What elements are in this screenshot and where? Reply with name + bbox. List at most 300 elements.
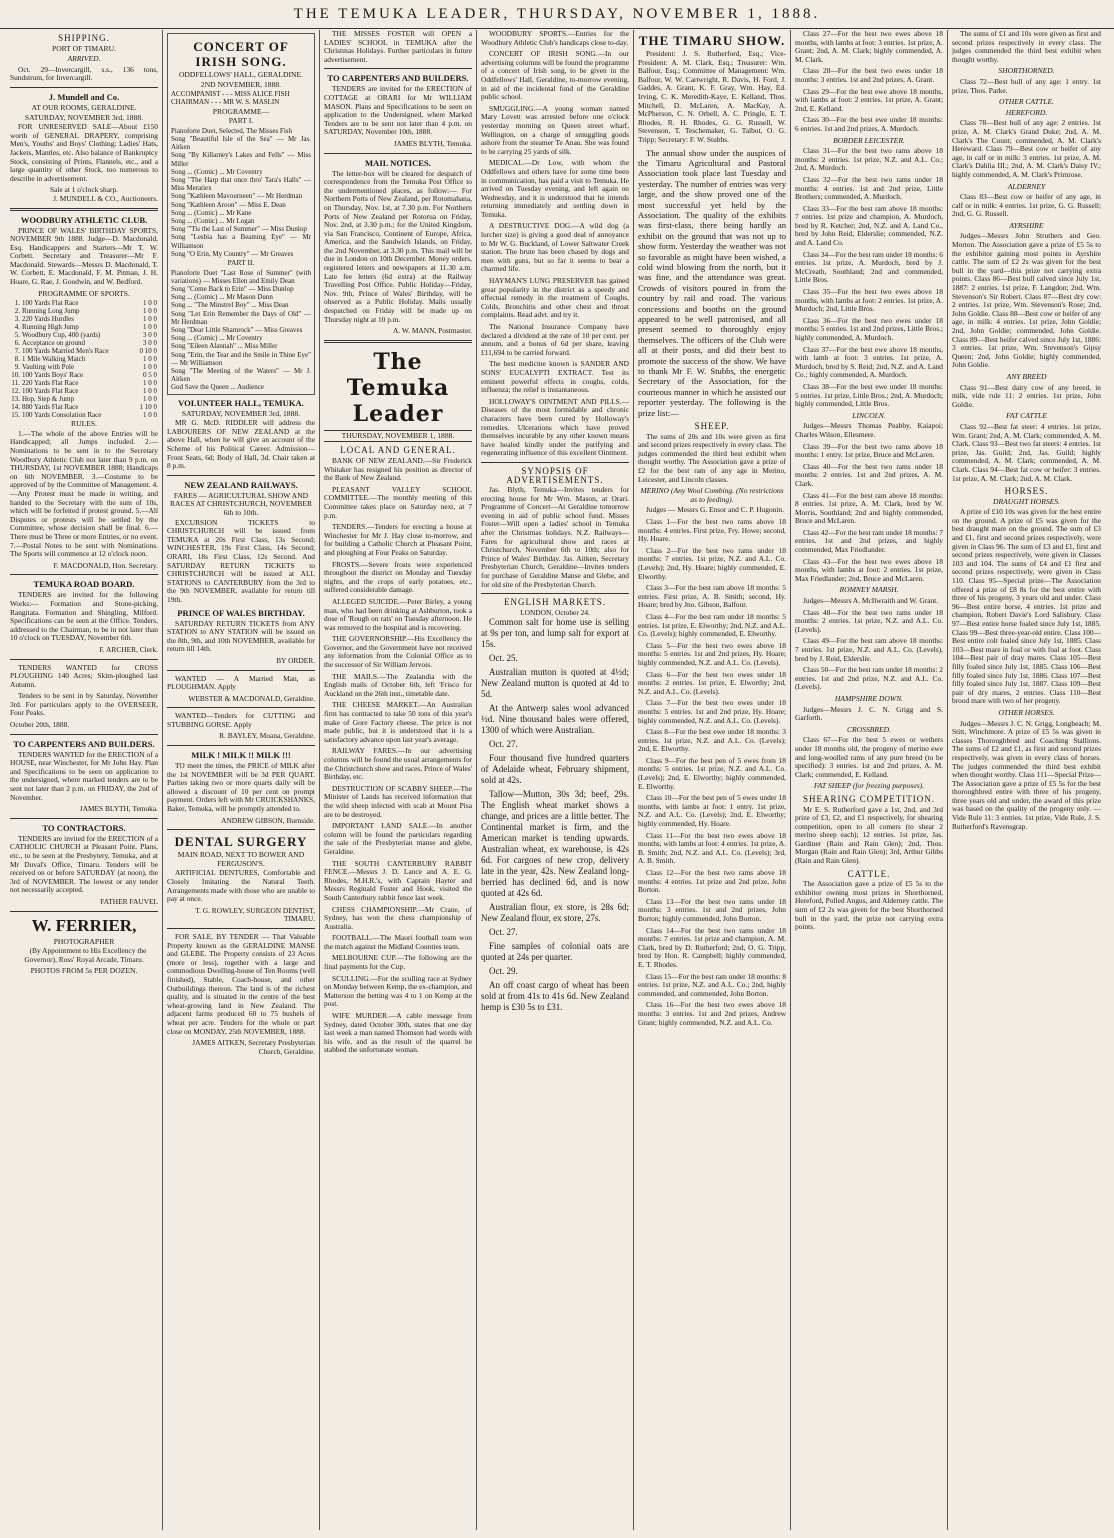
event-row <box>10 299 158 307</box>
news-paragraph: WIFE MURDER.—A cable message from Sydney, dated October 30th, states that one day last week a man named Thomson had words with his wife, and as the result of the quarrel he stabbed the unfortunate woman. <box>324 1011 472 1055</box>
rules-text: 1.—The whole of the above Entries will be Handicapped; all Jumps included. 2.—Nominations to be sent in to the Secretary Woodbury Athletic Club not later than 9 p.m. on THURSDAY, 1st NOVEMBER 1888; Handicaps on 6th NOVEMBER. 3.—Costume to be approved of by the Committee of Management. 4.—Any Protest must be made in writing, and handed to the Secretary with the sum of 10s, which will be forfeited if protest ground. 5.—All Disputes or protests will be settled by the Committee, whose decision shall be final. 6.—There must be Three or more Entries, or no event. 7.—Postal Notes to be sent with Nominations. The Sports will commence at 12 o'clock noon. <box>10 428 158 559</box>
prize-class: Class 41—For the best ram above 18 months: 8 entries. 1st prize, A. M. Clark, bred by W. Morris, Southland; 2nd and highly commended, Bruce and McLaren. <box>795 490 943 526</box>
concert-date: 2ND NOVEMBER, 1888. <box>200 79 282 89</box>
divider <box>10 574 158 575</box>
event-prize: 1 0 0 <box>143 411 157 420</box>
event-name: 100 Yards Flat Race <box>22 299 79 308</box>
prize-class: Class 50—For the best ram under 18 months: 2 entries. 1st and 2nd prize, N.Z. and A.L. Co. (Levels). <box>795 665 943 692</box>
prize-class: Class 14—For the best two rams under 18 months: 7 entries. 1st prize and champion, A. M. Clark, bred by D. Rutherford; 2nd, O. G. Tripp, bred by Hon. R. Campbell; highly commended, E. T. Rhodes. <box>638 925 786 969</box>
event-row <box>10 323 158 331</box>
prize-class: Class 13—For the best two rams under 18 months: 3 entries. 1st and 2nd prizes, John Borton; highly commended, John Borton. <box>638 896 786 923</box>
ploughman-signature: WEBSTER & MACDONALD, Geraldine. <box>188 693 315 703</box>
market-paragraph: Australian flour, ex store, is 28s 6d; New Zealand flour, ex store, 27s. <box>481 902 629 924</box>
railways-heading: NEW ZEALAND RAILWAYS. <box>184 479 298 490</box>
carpenters-signature: JAMES BLYTH, Temuka. <box>393 138 472 148</box>
prize-class: Class 4—For the best ram under 18 months: 5 entries. 1st prize, E. Elworthy; 2nd, N.Z. and A.L. Co. (Levels); highly commended, E. Elworthy. <box>638 611 786 639</box>
divider <box>481 462 629 463</box>
sheep-classes <box>795 30 943 134</box>
athletic-text: PRINCE OF WALES' BIRTHDAY SPORTS, NOVEMBER 9th 1888. Judge—D. Macdonald, Esq. Handicappers and Starters—Mr T. W. Corbett. Secretary and Treasurer—Mr F. Macdonald. Stewards—Messrs D. Macdonald, T. W. Corbett, E. Macdonald, F. M. Pitman, J. H. Hoare, G. Rae, J. Goodwin, and W. Bedford. <box>10 225 158 287</box>
builders-heading: TO CARPENTERS AND BUILDERS. <box>13 738 155 749</box>
event-row <box>10 315 158 323</box>
event-name: Acceptance on ground <box>22 339 85 348</box>
lincoln-classes <box>795 443 943 584</box>
ferrier-name: W. FERRIER, <box>31 915 137 935</box>
synopsis-text: Jas. Blyth, Temuka—Invites tenders for erecting house for Mr Wm. Mason, at Orari. Programme of Concert—At Geraldine tomorrow evening in aid of public school fund. Misses Foster—Will open a ladies' school in Temuka after the Christmas holidays. N.Z. Railways—Fares for agricultural show and races at Christchurch, November 6th to 10th; also for Prince of Wales' Birthday. Jas. Aitken, Secretary Presbyterian Church, Geraldine—Invites tenders for purchase of Geraldine Manse and Glebe, and for old site of the Presbyterian Church. <box>481 485 629 589</box>
hereford-heading: HEREFORD. <box>1005 107 1048 117</box>
market-paragraph: Australian mutton is quoted at 4½d; New Zealand mutton is quoted at 4d to 5d. <box>481 667 629 700</box>
crossbred-text: Class 67—For the best 5 ewes or wethers under 18 months old, the progeny of merino ewe and long-woolled rams of any pure breed (to be specified): 3 entries. 1st and 2nd prizes, A. M. Clark; commended, E. Kelland. <box>795 735 943 779</box>
events-table <box>10 299 158 419</box>
event-name: 220 Yards Flat Race <box>22 379 79 388</box>
event-prize: 1 0 0 <box>143 395 157 404</box>
prize-class: Class 6—For the best two ewes under 18 months: 2 entries. 1st prize, E. Elworthy; 2nd, N.Z. and A.L. Co. (Levels). <box>638 669 786 696</box>
merino-judges: Judges — Messrs G. Ensor and C. P. Hugonin. <box>646 505 784 515</box>
market-paragraph: Oct. 29. <box>489 966 518 977</box>
mundell-rooms: AT OUR ROOMS, GERALDINE. <box>31 102 137 112</box>
programme-item: God Save the Queen ... Audience <box>171 383 264 392</box>
news-paragraph: PLEASANT VALLEY SCHOOL COMMITTEE.—The monthly meeting of this Committee takes place on Saturday next, at 7 p.m. <box>324 484 472 520</box>
merino-heading: MERINO (Any Wool Combing. (No restrictions as to feeding). <box>640 486 784 504</box>
divider <box>324 153 472 154</box>
news-paragraph: THE CHEESE MARKET.—An Australian firm has contracted to take 50 tons of this year's make of Gore Factory cheese. The price is not made public, but it is understood that it is a satisfactory advance upon last year's average. <box>324 700 472 744</box>
market-paragraph: Fine samples of colonial oats are quoted at 24s per quarter. <box>481 941 629 963</box>
event-row <box>10 371 158 379</box>
event-name: Running High Jump <box>22 323 79 332</box>
news-paragraph: TENDERS.—Tenders for erecting a house at Winchester for Mr J. Hay close to-morrow, and for building a Catholic Church at Pleasant Point, and ploughing at Four Peaks on Saturday. <box>324 522 472 557</box>
milk-text: TO meet the times, the PRICE of MILK after the 1st NOVEMBER will be 3d PER QUART. Parties taking two or more quarts daily will be allowed a discount of 10 per cent on prompt payment. Orders left with Mr CRUICKSHANKS, Baker, Temuka, will be promptly attended to. <box>167 761 316 814</box>
divider <box>10 911 158 912</box>
programme-item: Song "The Meeting of the Waters" — Mr J. Aitken <box>171 367 311 384</box>
romney-classes <box>795 609 943 692</box>
prize-class: Class 33—For the best ram above 18 months: 7 entries. 1st prize and champion, A. Murdoch, bred by R. Ketcher; 2nd, N.Z. and A. Land Co., bred by John Reid, Elderslie; commended, N.Z. and A. Land Co. <box>795 203 943 248</box>
ayrshire-text: Judges—Messrs John Struthers and Geo. Morton. The Association gave a prize of £5 5s to the exhibitor gaining most points in Ayrshire cattle. The sum of £2 2s was given for the best bull in the yard—this prize not carrying extra points. Class 86—Best bull calved since July 1st, 1887: 2 entries. 1st prize, F. Langdon; 2nd, Wm. Stevenson's Sir Robert. Class 87—Best dry cow: 2 entries. 1st prize, Wm. Stevenson's Rose; 2nd, John Goldie. Class 88—Best cow or heifer of any age, in milk: 4 entries. 1st prize, John Goldie; 2nd, John Goldie; commended, John Goldie. Class 89—Best heifer calved since July 1st, 1886: 3 entries. 1st prize, Wm. Stevenson's Gipsy Queen; 2nd, John Goldie; highly commended, John Goldie. <box>952 231 1101 370</box>
event-name: 100 Yards Married Men's Race <box>22 347 109 356</box>
programme-item: Song "Come Back to Erin" — Miss Dunlop <box>171 285 294 294</box>
divider <box>167 745 315 746</box>
programme-item: Song ... (Comic) ... Mr Kane <box>171 208 252 217</box>
event-prize: 3 0 0 <box>143 339 157 348</box>
merino-classes <box>638 518 786 1027</box>
market-paragraph: Oct. 25. <box>489 653 518 664</box>
prize-class: Class 38—For the best ewe under 18 months: 5 entries. 1st prize, Little Bros.; 2nd, A. Murdoch; highly commended, Little Bros. <box>795 381 943 409</box>
event-prize: 1 0 0 <box>143 315 157 324</box>
event-number: 7. <box>14 347 20 356</box>
event-prize: 0 5 0 <box>143 371 157 380</box>
event-number: 3. <box>14 315 20 324</box>
prize-class: Class 8—For the best ewe under 18 months: 3 entries. 1st prize, N.Z. and A.L. Co. (Levels); 2nd, E. Elworthy. <box>638 727 786 754</box>
column-3 <box>320 30 477 1530</box>
local-news <box>324 457 472 1055</box>
news-paragraph: MELBOURNE CUP.—The following are the final payments for the Cup. <box>324 953 472 972</box>
cattle-intro: The sums of £1 and 10s were given as first and second prizes respectively in every class. The judges commended the third best exhibit when thought worthy. <box>952 30 1101 64</box>
event-number: 1. <box>14 299 20 308</box>
athletic-signature: F. MACDONALD, Hon. Secretary. <box>53 560 158 570</box>
any-breed-heading: ANY BREED <box>1006 371 1047 381</box>
show-officers: President: J. S. Rutherford, Esq.; Vice-President: A. M. Clark, Esq.; Treasurer: Wm. Balfour, Esq.; Committee of Management: Wm. Balfour, W. W. Cartwright, R. Davis, H. Ford, J. Gaddes, A. Grant, K. F. Gray, Wm. Hay, Ed. Irving, C. K. Meredith-Kaye, E. Kelland, Thos. Mitchell, D. McLaren, A. MacKay, A. McPherson, C. N. Orbell, A. C. Pringle, E. T. Rhodes, R. H. Rhodes, G. G. Russell, W. Stevenson, T. Teschemaker, G. Talbot, O. G. Tripp; Secretary: F. W. Stubbs. <box>638 49 786 144</box>
event-number: 5. <box>14 331 20 340</box>
programme-item: Song "Kathleen Aroon" — Miss E. Dean <box>171 200 286 209</box>
horses-heading: HORSES. <box>1004 486 1049 497</box>
prize-class: Class 32—For the best two rams under 18 months: 4 entries. 1st and 2nd prize, Little Brothers; commended, A. Murdoch. <box>795 174 943 202</box>
event-row <box>10 395 158 403</box>
road-board-heading: TEMUKA ROAD BOARD. <box>33 579 135 590</box>
prize-class: Class 39—For the best two rams above 18 months: 1 entry. 1st prize, Bruce and McLaren. <box>795 441 943 460</box>
fat-cattle-text: Class 92—Best fat steer: 4 entries. 1st prize, Wm. Grant; 2nd, A. M. Clark; commended, A. M. Clark. Class 93—Best two fat steers: 4 entries. 1st prize, Jas. Guild; 2nd, Jas. Guild; highly commended, A. M. Clark; commended, A. M. Clark. Class 94—Best fat cow or heifer: 3 entries. 1st prize, A. M. Clark; 2nd, A. M. Clark. <box>952 421 1101 483</box>
column-6 <box>791 30 948 1530</box>
programme-item: Song "Dear Little Shamrock" — Miss Greaves <box>171 326 303 335</box>
programme-item: Pianoforte Duet, Selected, The Misses Fish <box>171 126 292 135</box>
hereford-text: Class 78—Best bull of any age: 2 entries. 1st prize, A. M. Clark's Grand Duke; 2nd, A. M. Clark's The Count; commended, A. M. Clark's Hereward. Class 79—Best cow or heifer of any age, in calf or in milk: 3 entries. 1st prize, A. M. Clark's Dahlia III.; 2nd, A. M. Clark's Daisy IV.; highly commended, A. M. Clark's Primrose. <box>952 118 1101 179</box>
news-paragraph: SCULLING.—For the sculling race at Sydney on Monday between Kemp, the ex-champion, and Matterson the betting was 4 to 1 on Kemp at the post. <box>324 973 472 1009</box>
any-breed-text: Class 91—Best dairy cow of any breed, in milk, vide rule 11: 2 entries. 1st prize, John Goldie. <box>952 382 1101 409</box>
shipping-port: PORT OF TIMARU. <box>51 43 117 53</box>
prize-class: Class 31—For the best two rams above 18 months: 2 entries. 1st prize, N.Z. and A.L. Co.; 2nd, A. Murdoch. <box>795 146 943 173</box>
news-paragraph: FROSTS.—Severe frosts were experienced throughout the district on Monday and Tuesday nights, and the crops of early potatoes, etc., suffered considerable damage. <box>324 559 472 595</box>
event-row <box>10 355 158 363</box>
news-paragraph: HOLLOWAY'S OINTMENT AND PILLS.—Diseases of the most formidable and chronic characters have been cured by Holloway's remedies. Ulcerations which have proved themselves incurable by any other known means have healed kindly under the purifying and regenerating influence of this excellent Ointment. <box>481 396 629 458</box>
programme-item: Song "Erin, the Tear and the Smile in Thine Eye" — Mr Williamson <box>171 350 311 367</box>
news-paragraph: A DESTRUCTIVE DOG.—A wild dog (a lurcher size) is giving a good deal of annoyance to Mr W. G. Buckland, of Lower Saltwater Creek station. The brute has been chased by dogs and men with guns, but so far it seems to bear a charmed life. <box>481 221 629 274</box>
lincoln-judges: Judges—Messrs Thomas Peabby, Kaiapoi; Charles Wilson, Ellesmere. <box>795 421 943 439</box>
event-number: 9. <box>14 363 20 372</box>
prize-class: Class 5—For the best two ewes above 18 months: 5 entries. 1st and 2nd prizes, Hy. Hoare; highly commended, N.Z. and A.L. Co. (Levels). <box>638 640 786 667</box>
part-1-heading: PART I. <box>228 116 254 126</box>
manse-sale-text: FOR SALE, BY TENDER — That Valuable Property known as the GERALDINE MANSE and GLEBE. The Property consists of 23 Acres (more or less), together with a large and commodious Dwelling-house of Ten Rooms (well finished), Stable, Coach-house, and other Outbuildings thereon. The land is of the richest quality, and is situated in the centre of the best wheat-growing land in New Zealand. The adjacent farms produced 60 to 75 bushels of wheat per acre. Tenders for the whole or part close on MONDAY, 25th NOVEMBER, 1888. <box>167 931 315 1036</box>
milk-signature: ANDREW GIBSON, Burnside. <box>221 815 315 825</box>
prize-class: Class 48—For the best two rams under 18 months: 2 entries. 1st prize, N.Z. and A.L. Co. (Levels). <box>795 607 943 634</box>
alderney-text: Class 83—Best cow or heifer of any age, in calf or in milk: 4 entries. 1st prize, G. G. Russell; 2nd, G. G. Russell. <box>952 192 1101 219</box>
romney-judges: Judges—Messrs A. McIlwraith and W. Grant. <box>803 596 939 606</box>
volunteer-hall-date: SATURDAY, NOVEMBER 3rd, 1888. <box>181 408 301 418</box>
divider <box>167 829 315 830</box>
event-name: Hop, Step & Jump <box>22 395 75 404</box>
shipping-text: Oct. 29—Invercargill, s.s., 136 tons, Sundstrum, for Invercargill. <box>10 64 158 83</box>
event-prize: 1 0 0 <box>143 379 157 388</box>
programme-item: Song "Eileen Alannah" ... Miss Miller <box>171 342 278 351</box>
divider <box>167 475 315 476</box>
news-paragraph: THE MAILS.—The Zealandia with the English mails of October 6th, left 'Frisco for Auckland on the 26th inst., timetable date. <box>324 671 472 698</box>
markets-heading: ENGLISH MARKETS. <box>503 597 606 608</box>
synopsis-heading: SYNOPSIS OF ADVERTISEMENTS. <box>506 465 604 485</box>
prize-class: Class 49—For the best ram above 18 months: 7 entries. 1st prize, N.Z. and A.L. Co. (Levels), bred by J. Reid, Elderslie. <box>795 636 943 663</box>
railways-fares: FARES — AGRICULTURAL SHOW AND RACES AT CHRISTCHURCH, NOVEMBER 6th to 10th. <box>169 490 313 518</box>
dental-signature: T. G. ROWLEY, SURGEON DENTIST, TIMARU. <box>195 905 315 924</box>
event-number: 11. <box>11 379 20 388</box>
contractors-text: TENDERS are invited for the ERECTION of a CATHOLIC CHURCH at Pleasant Point. Plans, etc., to be seen at the Presbytery, Temuka, and at Mr Duval's Office, Timaru. Tenders will be received on or before SATURDAY (at noon), the 3rd of NOVEMBER. The lowest or any tender not necessarily accepted. <box>10 833 158 895</box>
event-row <box>10 363 158 371</box>
event-name: Running Long Jump <box>22 307 80 316</box>
markets-date: LONDON, October 24. <box>520 607 590 617</box>
prize-class: Class 36—For the best two ewes under 18 months: 5 entries. 1st and 2nd prizes, Little Bros.; highly commended, A. Murdoch. <box>795 315 943 342</box>
event-number: 13. <box>11 395 20 404</box>
paper-date: THURSDAY, NOVEMBER 1, 1888. <box>324 430 472 443</box>
dental-subheading: MAIN ROAD, NEXT TO BOWER AND FERGUSON'S. <box>177 850 305 868</box>
milk-heading: MILK ! MILK !! MILK !!! <box>191 750 291 761</box>
programme-item: Song "O Erin, My Country" — Mr Greaves <box>171 249 294 258</box>
news-paragraph: THE GOVERNORSHIP.—His Excellency the Governor, and the Government have not received any information from the Colonial Office as to the successor of Sir William Jervois. <box>324 634 472 670</box>
event-name: 100 Yards Consolation Race <box>22 411 102 420</box>
concert-hall: ODDFELLOWS' HALL, GERALDINE. <box>178 70 304 79</box>
railways-text: EXCURSION TICKETS to CHRISTCHURCH will be issued from TEMUKA at 20s First Class, 13s Second; WINCHESTER, 19s First Class, 14s Second; ORARI, 18s First Class, 12s Second. And SATURDAY RETURN TICKETS to CHRISTCHURCH will be issued at ALL STATIONS to CANTERBURY from the 3rd to the 9th NOVEMBER, available for return till 19th. <box>167 517 315 604</box>
plough-tender-heading: TENDERS WANTED for CROSS PLOUGHING 140 Acres; Skim-ploughed last Autumn. <box>10 662 158 689</box>
news-paragraph: DESTRUCTION OF SCABBY SHEEP.—The Minister of Lands has received information that the wild sheep infected with scab at Mount Pisa are to be destroyed. <box>324 783 472 819</box>
romney-heading: ROMNEY MARSH. <box>839 585 899 595</box>
market-paragraph: Oct. 27. <box>489 927 518 938</box>
prize-class: Class 27—For the best two ewes above 18 months, with lambs at foot: 3 entries. 1st prize, A. Grant; 2nd, A. M. Clark; highly commended, A. M. Clark. <box>795 30 943 64</box>
event-prize: 1 0 0 <box>143 363 157 372</box>
event-number: 14. <box>11 403 20 412</box>
shorthorned-text: Class 72—Best bull of any age: 1 entry. 1st prize, Thos. Parke. <box>952 76 1101 95</box>
programme-item: Song "Let Erin Remember the Days of Old" — Mr Herdman <box>171 309 311 326</box>
sheep-intro: The sums of 20s and 10s were given as first and second prizes respectively in every class. The judges commended the third best exhibit when thought worthy. The Association gave a prize of £2 for the best ram of any age in Merino, Leicester, and Lincoln classes. <box>638 431 786 484</box>
other-horses-text: Judges—Messrs J. C. N. Grigg, Longbeach; M. Stitt, Winchmore. A prize of £5 5s was given in classes Thoroughbred and Coaching Stallions. The sums of £2 and £1, as first and second prizes respectively, was given in every class of horses. The judges commended the third best exhibit when thought worthy. Class 111—Special Prize—The Association gave a prize of £5 5s for the best thoroughbred entire with three of his progeny, three years old and under, the award of this prize was based on the quality of the progeny only. — Vide Rule 11: 3 entries. 1st prize, Vide Rule, J. S. Rutherford's Ravensgrap. <box>952 718 1101 831</box>
news-paragraph: The best medicine known is SANDER AND SONS' EUCALYPTI EXTRACT. Test its eminent powerful effects in coughs, colds, influenza; the relief is instantaneous. <box>481 359 629 395</box>
divider <box>10 87 158 88</box>
cattle-text: The Association gave a prize of £5 5s to the exhibitor owning most prizes in Shorthorned, Hereford, Polled Angus, and Alderney cattle. The sum of £2 2s was given for the best Shorthorned bull in the yard, the prize not carrying extra points. <box>795 879 943 932</box>
programme-item: Pianoforte Duet "Last Rose of Summer" (with variations) — Misses Ellen and Emily Dean <box>171 268 311 285</box>
column-7 <box>948 30 1105 1530</box>
event-prize: 1 0 0 <box>143 387 157 396</box>
news-paragraph: ALLEGED SUICIDE.—Peter Birley, a young man, who had been drinking at Ashburton, took a dose of 'Rough on rats' on Tuesday afternoon. He was removed to the hospital and is recovering. <box>324 596 472 632</box>
show-intro: The annual show under the auspices of the Timaru Agricultural and Pastoral Association took place last Tuesday and yesterday. The number of entries was very large, and the show proved one of the most successful yet held by the Association. The quality of the exhibits was first-class, there being hardly an exhibit on the ground that was not up to show form. Yesterday the weather was not so favorable as might have been wished, a cold wind blowing from the north, but it was fine, and the attendance was great. Crowds of visitors poured in from the country by rail and road. The various concessions and booths on the ground appeared to be well patronised, and all present seemed to thoroughly enjoy themselves. The officers of the Club were all at their posts, and did their best to promote the success of the show. We have to thank Mr F. W. Stubbs, the energetic Secretary of the Association, for the courteous manner in which he assisted our reporter yesterday. The following is the prize list:— <box>638 147 786 418</box>
news-paragraph: HAYMAN'S LUNG PRESERVER has gained great popularity in the district as a speedy and effectual remedy in the treatment of Coughs, Colds, Bronchitis and other chest and throat complaints. Read advt. and try it. <box>481 276 629 320</box>
prize-class: Class 40—For the best two rams under 18 months: 2 entries. 1st and 2nd prizes, A. M. Clark. <box>795 461 943 488</box>
concert-accompanist: ACCOMPANIST - - - MISS ALICE FISH <box>171 90 290 99</box>
markets-paragraphs <box>481 617 629 1013</box>
prize-class: Class 9—For the best pen of 5 ewes from 18 months: 5 entries. 1st prize, N.Z. and A.L. Co. (Levels); 2nd, E. Elworthy; highly commended, E. Elworthy. <box>638 755 786 791</box>
prize-class: Class 7—For the best two ewes under 18 months: 5 entries. 1st and 2nd prize, Hy. Hoare; highly commended, N.Z. and A.L. Co. (Levels). <box>638 698 786 725</box>
shipping-arrived: ARRIVED. <box>67 54 101 64</box>
event-number: 2. <box>14 307 20 316</box>
ferrier-text: (By Appointment to His Excellency the Governor), Ross' Royal Arcade, Timaru. <box>24 946 147 964</box>
news-paragraph: RAILWAY FARES.—In our advertising columns will be found the usual arrangements for the Christchurch show and races, Prince of Wales' Birthday, etc. <box>324 746 472 782</box>
border-leicester-classes <box>795 147 943 409</box>
divider <box>481 593 629 594</box>
prize-class: Class 29—For the best ewe above 18 months, with lambs at foot: 2 entries. 1st prize, A. Grant; 2nd, E. Kelland. <box>795 86 943 113</box>
event-number: 15. <box>11 411 20 420</box>
event-name: 1 Mile Walking Match <box>22 355 86 364</box>
fat-sheep-heading: FAT SHEEP (for freezing purposes). <box>813 781 925 791</box>
ploughman-text: WANTED — A Married Man, as PLOUGHMAN. Apply <box>167 673 315 692</box>
athletic-heading: WOODBURY ATHLETIC CLUB. <box>20 214 148 225</box>
prize-class: Class 42—For the best ram under 18 months: 7 entries. 1st and 2nd prizes, and highly commended, Max Friedlander. <box>795 527 943 555</box>
foster-school-text: THE MISSES FOSTER will OPEN a LADIES' SCHOOL in TEMUKA after the Christmas Holidays. Further particulars in future advertisement. <box>324 30 472 64</box>
shearing-heading: SHEARING COMPETITION. <box>803 793 935 804</box>
event-row <box>10 387 158 395</box>
column-5 <box>634 30 791 1530</box>
part-2-list <box>171 269 311 392</box>
builders-text: TENDERS WANTED for the ERECTION of a HOUSE, near Winchester, for Mr John Hay. Plan and Specifications to be seen on application to the undersigned, where marked tenders are to be sent not later than 2 p.m. on FRIDAY, the 2nd of November. <box>10 749 158 802</box>
news-paragraph: THE SOUTH CANTERBURY RABBIT FENCE.—Messrs J. D. Lance and A. E. G. Rhodes, M.H.R.'s, with Captain Hayter and Messrs Reginald Foster and Hook, visited the South Canterbury rabbit fence last week. <box>324 858 472 902</box>
event-name: 220 Yards Hurdles <box>22 315 74 324</box>
crossbred-heading: CROSSBRED. <box>846 724 892 734</box>
divider <box>167 670 315 671</box>
shorthorned-heading: SHORTHORNED. <box>998 66 1055 76</box>
event-row <box>10 403 158 411</box>
prize-class: Class 15—For the best ram under 18 months: 8 entries. 1st prize, N.Z. and A.L. Co.; 2nd, highly commended, and commended, John Borton. <box>638 971 786 998</box>
mundell-signature: J. MUNDELL & CO., Auctioneers. <box>53 193 158 203</box>
prize-class: Class 16—For the best two ewes above 18 months: 3 entries. 1st and 2nd prizes, Andrew Grant; highly commended, N.Z. and A.L. Co. <box>638 1000 786 1027</box>
gorse-signature: R. BAYLEY, Moana, Geraldine. <box>219 731 315 741</box>
column-4 <box>477 30 634 1530</box>
column-2 <box>163 30 320 1530</box>
market-paragraph: Oct. 27. <box>489 739 518 750</box>
news-paragraph: BANK OF NEW ZEALAND.—Sir Frederick Whitaker has resigned his position as director of the Bank of New Zealand. <box>324 456 472 483</box>
paper-title: The Temuka Leader <box>346 348 450 427</box>
dental-text: ARTIFICIAL DENTURES, Comfortable and Closely Imitating the Natural Teeth. Arrangements made with those who are unable to pay at once. <box>167 868 315 904</box>
mundell-date: SATURDAY, NOVEMBER 3rd, 1888. <box>24 112 144 122</box>
event-name: Woodbury Cup, 400 (yards) <box>22 331 101 340</box>
prize-class: Class 3—For the best ram above 18 months: 5 entries. First prize, A. B. Smith; second, Hy. Hoare; bred by Jno. Gibson, Balfour. <box>638 583 786 610</box>
programme-item: Song ... "The Minstrel Boy" ... Miss Dean <box>171 301 289 310</box>
programme-heading: PROGRAMME— <box>212 106 270 116</box>
shipping-heading: SHIPPING. <box>58 33 110 43</box>
market-paragraph: Common salt for home use is selling at 9s per ton, and lump salt for export at 15s. <box>481 617 629 650</box>
divider <box>324 68 472 69</box>
programme-item: Song "The Harp that once thro' Tara's Halls" — Miss Meratiex <box>171 176 311 193</box>
prize-class: Class 28—For the best two ewes under 18 months: 3 entries. 1st and 2nd prizes, A. Grant. <box>795 66 943 84</box>
event-number: 8. <box>14 355 20 364</box>
event-name: 100 Yards Boys' Race <box>22 371 84 380</box>
volunteer-hall-text: MR G. McD. RIDDLER will address the LABOURERS OF NEW ZEALAND at the above Hall, when he will give an account of the Scheme of his Political Career. Admission—Front Seats, 6d; Body of Hall, 3d. Chair taken at 8 p.m. <box>167 418 315 471</box>
event-prize: 3 0 0 <box>143 331 157 340</box>
part-1-list <box>171 127 311 258</box>
border-leicester-heading: BORDER LEICESTER. <box>833 135 905 145</box>
event-number: 10. <box>11 371 20 380</box>
event-prize: 1 0 0 <box>143 355 157 364</box>
dental-heading: DENTAL SURGERY <box>174 834 308 850</box>
event-prize: 1 0 0 <box>143 323 157 332</box>
market-paragraph: At the Antwerp sales wool advanced ½d. Nine thousand bales were offered, 1300 of which were Australian. <box>481 703 629 736</box>
gorse-text: WANTED—Tenders for CUTTING and STUBBING GORSE. Apply <box>167 711 315 729</box>
carpenters-heading: TO CARPENTERS AND BUILDERS. <box>327 73 469 84</box>
programme-item: Song ... (Comic) ... Mr Logan <box>171 217 255 226</box>
draught-horses-text: A prize of £10 10s was given for the best entire on the ground. A prize of £5 was given for the best draught mare on the ground. The sum of £3 and £1, first and second prizes respectively, were given in Class 96. The sum of £3 and £1, first and second prizes respectively, were given in Classes 103 and 104. The sums of £4 and £1 first and second prizes respectively, were given in Class 110. Class 95—Special prize—The Association offered a prize of £8 8s for the best entire with three of his progeny, 3 years old and under. Class 96—Best entire horse, 4 entries. 1st prize and champion, Robert Davie's Lord Salisbury. Class 97—Best entire horse foaled since July 1st, 1885. Class 99—Best three-year-old entire. Class 100—Best entire colt foaled since July 1st, 1885. Class 103—Best mare in foal or with foal at foot. Class 104—Best pair of dray mares. Class 105—Best filly foaled since July 1st, 1885. Class 106—Best filly foaled since July 1st, 1886. Class 107—Best filly foaled since July 1st, 1887. Class 109—Best pair of dry mares, 2 entries. Class 110—Best brood mare with two of her progeny. <box>952 507 1101 706</box>
prize-class: Class 2—For the best two rams under 18 months: 7 entries. 1st prize, N.Z. and A.L. Co. (Levels); 2nd, Hy. Hoare; highly commended, E. Elworthy. <box>638 545 786 581</box>
lincoln-heading: LINCOLN. <box>852 410 886 420</box>
masthead: THE TEMUKA LEADER, THURSDAY, NOVEMBER 1, 1888. <box>0 0 1114 29</box>
programme-item: Song ... (Comic) ... Mr Coventry <box>171 167 263 176</box>
mail-signature: A. W. MANN, Postmaster. <box>392 326 472 336</box>
news-paragraphs <box>481 50 629 458</box>
birthday-signature: BY ORDER. <box>276 655 315 665</box>
builders-signature: JAMES BLYTH, Temuka. <box>79 804 158 814</box>
programme-item: Song "By Killarney's Lakes and Fells" — Miss Miller <box>171 151 311 168</box>
divider <box>10 659 158 660</box>
other-cattle-heading: OTHER CATTLE. <box>999 97 1054 107</box>
market-paragraph: Four thousand five hundred quarters of Adelaide wheat, February shipment, sold at 42s. <box>481 753 629 786</box>
sheep-heading: SHEEP. <box>694 421 730 432</box>
column-1 <box>6 30 163 1530</box>
divider <box>324 340 472 343</box>
event-number: 12. <box>11 387 20 396</box>
road-board-signature: F. ARCHER, Clerk. <box>99 644 158 654</box>
divider <box>167 707 315 708</box>
event-row <box>10 307 158 315</box>
prize-class: Class 37—For the best ewe above 18 months, with lamb at foot: 3 entries. 1st prize, A. Murdoch, bred by S. Reid; 2nd, N.Z. and A. Land Co.; highly commended, A. Murdoch. <box>795 344 943 380</box>
woodbury-sports-text: WOODBURY SPORTS.—Entries for the Woodbury Athletic Club's handicaps close to-day. <box>481 30 629 47</box>
carpenters-text: TENDERS are invited for the ERECTION of COTTAGE at ORARI for Mr WILLIAM MASON. Plans and Specifications to be seen on application to the Undersigned, where Marked Tenders are to be sent not later than 4 p.m. on SATURDAY, November 10th, 1888. <box>324 84 472 137</box>
prize-class: Class 43—For the best two ewes above 18 months, with lambs at foot: 2 entries. 1st prize, Max Friedlander; 2nd, Bruce and McLaren. <box>795 556 943 583</box>
prize-class: Class 12—For the best two rams above 18 months: 4 entries. 1st prize and 2nd prize, John Borton. <box>638 868 786 895</box>
part-2-heading: PART II. <box>227 258 255 268</box>
volunteer-hall-heading: VOLUNTEER HALL, TEMUKA. <box>178 397 304 408</box>
mundell-text: FOR UNRESERVED SALE—About £150 worth of GENERAL DRAPERY, comprising Men's, Youths' and Boys' Clothing; Ladies' Hats, Jackets, Mantles, etc. Also balance of Bankruptcy Stock, consisting of Prints, Flannels, etc., and a large quantity of other Stock, too numerous to describe in advertisement. <box>10 122 158 183</box>
cattle-heading: CATTLE. <box>847 868 891 879</box>
event-number: 6. <box>14 339 20 348</box>
programme-item: Song "'Tis the Last of Summer" — Miss Dunlop <box>171 225 307 234</box>
hampshire-heading: HAMPSHIRE DOWN. <box>834 693 904 703</box>
ayrshire-heading: AYRSHIRE <box>1009 220 1044 230</box>
hampshire-judges: Judges—Messrs J. C. N. Grigg and S. Garforth. <box>795 704 943 723</box>
other-horses-heading: OTHER HORSES. <box>998 707 1055 717</box>
event-prize: 1 0 0 <box>143 299 157 308</box>
event-name: 100 Yards Flat Race <box>22 387 79 396</box>
event-number: 4. <box>14 323 20 332</box>
programme-heading: PROGRAMME OF SPORTS. <box>38 288 130 298</box>
event-name: Vaulting with Pole <box>22 363 75 372</box>
draught-horses-heading: DRAUGHT HORSES. <box>993 496 1060 506</box>
alderney-heading: ALDERNEY <box>1007 181 1046 191</box>
news-paragraph: IMPORTANT LAND SALE.—In another column will be found the particulars regarding the sale of the Presbyterian manse and glebe, Geraldine. <box>324 821 472 856</box>
concert-ad <box>167 33 315 395</box>
event-prize: 0 10 0 <box>139 347 157 356</box>
concert-chairman: CHAIRMAN - - - MR W. S. MASLIN <box>171 98 280 107</box>
concert-heading: CONCERT OF IRISH SONG. <box>193 39 289 69</box>
columns <box>6 30 1108 1530</box>
show-heading: THE TIMARU SHOW. <box>638 33 786 48</box>
prize-class: Class 1—For the best two rams above 18 months: 4 entries. First prize, Fry. Howe; second, Hy. Hoare. <box>638 517 786 544</box>
event-row <box>10 331 158 339</box>
event-prize: 1 10 0 <box>139 403 157 412</box>
contractors-heading: TO CONTRACTORS. <box>42 822 126 833</box>
plough-tender-date: October 20th, 1888. <box>10 720 70 730</box>
event-row <box>10 411 158 419</box>
divider <box>167 928 315 929</box>
programme-item: Song ... (Comic) ... Mr Coventry <box>171 334 263 343</box>
news-paragraph: MEDICAL.—Dr Low, with whom the Oddfellows and others have for some time been in communication, has paid a visit to Temuka. He arrived on Tuesday evening, and left again on Wednesday, and it is understood that he intends returning immediately and settling down in Temuka. <box>481 158 629 219</box>
ferrier-role: PHOTOGRAPHER <box>53 936 115 946</box>
programme-item: Song ... (Comic) ... Mr Mason Dunn <box>171 293 273 302</box>
prize-class: Class 30—For the best ewe under 18 months: 6 entries. 1st and 2nd prizes, A. Murdoch. <box>795 115 943 133</box>
news-paragraph: CONCERT OF IRISH SONG.—In our advertising columns will be found the programme of a concert of Irish song, to be given in the Oddfellows' Hall, Geraldine, to-morrow evening, in aid of the incidental fund of the Geraldine public school. <box>481 49 629 102</box>
manse-sale-signature: JAMES AITKEN, Secretary Presbyterian Church, Geraldine. <box>192 1038 315 1056</box>
shearing-text: Mr E. S. Rutherford gave a 1st, 2nd, and 3rd prize of £3, £2, and £1 respectively, for shearing competition, open to all comers (to shear 2 merino sheep each); 12 entries. 1st prize, Jas. Gardiner (Rain and Rain Glen); 2nd, Thos. Morgan (Rain and Rain Glen); 3rd, Arthur Gibbs (Rain and Rain Glen). <box>795 804 943 866</box>
divider <box>10 818 158 819</box>
event-row <box>10 347 158 355</box>
news-paragraph: FOOTBALL.—The Maori football team won the match against the Midland Counties team. <box>324 933 472 951</box>
prize-class: Class 10—For the best pen of 5 ewes under 18 months, with lambs at foot: 1 entry. 1st prize, N.Z. and A.L. Co. (Levels); 2nd, E. Elworthy; highly commended, Hy. Hoare. <box>638 793 786 829</box>
prize-class: Class 34—For the best ram under 18 months: 6 entries. 1st prize, A. Murdoch, bred by J. McCreath, Southland; 2nd and commended, Little Bros. <box>795 249 943 285</box>
divider <box>10 734 158 735</box>
rules-heading: RULES. <box>71 419 97 429</box>
birthday-heading: PRINCE OF WALES BIRTHDAY. <box>177 607 305 618</box>
news-paragraph: SMUGGLING.—A young woman named Mary Lovett was arrested before one o'clock yesterday morning on Queen street wharf, Wellington, on a charge of smuggling goods ashore from the steamer Te Anau. She was found to be carrying 25 yards of silk. <box>481 103 629 156</box>
news-paragraph: CHESS CHAMPIONSHIP.—Mr Crane, of Sydney, has won the chess championship of Australia. <box>324 904 472 931</box>
event-row <box>10 339 158 347</box>
birthday-text: SATURDAY RETURN TICKETS from ANY STATION to ANY STATION will be issued on the 8th, 9th, and 10th NOVEMBER, available for return till 14th. <box>167 618 315 654</box>
market-paragraph: An off coast cargo of wheat has been sold at from 41s to 41s 6d. New Zealand hemp is £30 5s to £31. <box>481 980 629 1013</box>
mail-text: The letter-box will be cleared for despatch of correspondence from the Temuka Post Office to the undermentioned places, as follow:— For Northern Ports of New Zealand, per Rotomahana, on Thursday, Nov. 1st, at 7.30 p.m. For Northern Ports of New Zealand per Rotorua on Friday, Nov. 2nd, at 3.30 p.m.; for the United Kingdom, via San Francisco, Continent of Europe, Africa, America, and the Sandwich Islands, on Friday, the 2nd November, at 3.30 p.m. This mail will be due in London on 10th December. Money orders, registered letters and newspapers at 11.30 a.m. Late fee letters (6d extra) at the Railway Travelling Post Office. Public Holiday—Friday, Nov. 9th, Prince of Wales' Birthday, will be observed as a Public Holiday. Mails usually despatched on Friday will be made up on Thursday night at 10 p.m. <box>324 168 472 324</box>
contractors-signature: FATHER FAUVEL <box>100 896 158 906</box>
local-heading: LOCAL AND GENERAL. <box>340 445 456 456</box>
event-name: 880 Yards Flat Race <box>22 403 79 412</box>
mail-heading: MAIL NOTICES. <box>365 157 431 168</box>
fat-cattle-heading: FAT CATTLE <box>1006 411 1047 421</box>
event-row <box>10 379 158 387</box>
divider <box>10 208 158 211</box>
prize-class: Class 35—For the best two ewes above 18 months, with lambs at foot: 2 entries. 1st prize, A. Murdoch; 2nd, Little Bros. <box>795 287 943 314</box>
